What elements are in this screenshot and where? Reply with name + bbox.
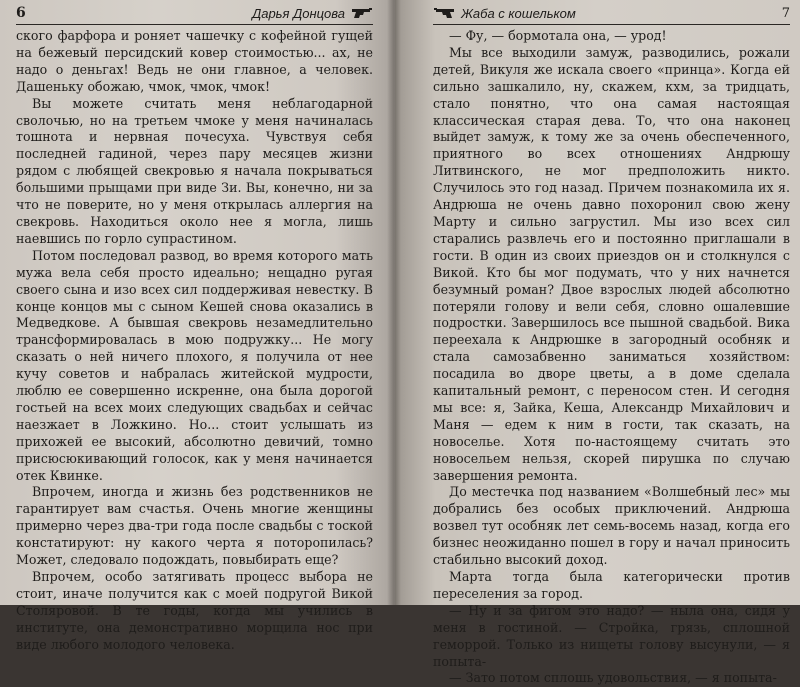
left-page bbox=[0, 0, 395, 652]
paragraph: Потом последовал развод, во время которого мать мужа вела себя просто идеально; нещадно ругая своего сына и изо всех сил поддерживая невестку. В конце концов мы с сыном Кешей снова оказались в Медведкове. А бывшая свекровь незамедлительно трансформировалась в мою подружку... Не могу сказать о ней ничего плохого, я получила от нее кучу советов и набралась житейской мудрости, люблю ее совершенно искренне, она была дорогой гостьей на всех моих следующих свадьбах и сейчас наезжает в Ложкино. Но... стоит услышать из прихожей ее высокий, абсолютно девичий, томно присюсюкивающий голосок, как у меня начинается отек Квинке. bbox=[16, 247, 373, 483]
paragraph: Мы все выходили замуж, разводились, рожали детей, Викуля же искала своего «принца». Когда ей сильно зашкалило, ну, скажем, кхм, за тридцать, стало понятно, что она самая настоящая классическая старая дева. То, что она наконец выйдет замуж, к тому же за очень обеспеченного, приятного во всех отношениях Андрюшу Литвинского, не мог предположить никто. Случилось это год назад. Причем познакомила их я. Андрюша не очень давно похоронил свою жену Марту и сильно загрустил. Мы изо всех сил старались развлечь его и постоянно приглашали в гости. В один из своих приездов он и столкнулся с Викой. Кто бы мог подумать, что у них начнется безумный роман? Двое взрослых людей абсолютно потеряли голову и вели себя, словно ошалевшие подростки. Завершилось все пышной свадьбой. Вика переехала к Андрюшке в загородный особняк и стала самозабвенно заниматься хозяйством: посадила во дворе цветы, а в доме сделала капитальный ремонт, с переносом стен. И сегодня мы все: я, Зайка, Кеша, Александр Михайлович и Маня — едем к ним в гости, так сказать, на новоселье. Хотя по-настоящему считать это новосельем нельзя, скорей пирушка по случаю завершения ремонта. bbox=[433, 44, 790, 483]
paragraph: Марта тогда была категорически против переселения за город. bbox=[433, 569, 790, 601]
right-page-header bbox=[433, 2, 790, 25]
left-page-number: 6 bbox=[16, 5, 26, 21]
left-page-header bbox=[16, 2, 373, 25]
paragraph: Впрочем, иногда и жизнь без родственников не гарантирует вам счастья. Очень многие женщины примерно через два-три года после свадьбы с тоской констатируют: ну какого черта я поторопилась? Может, следовало подождать, повыбирать еще? bbox=[16, 484, 373, 568]
paragraph: Впрочем, особо затягивать процесс выбора не стоит, иначе получится как с моей подругой Викой Столяровой. В те годы, когда мы учились в институте, она демонстративно морщила нос при виде любого молодого человека. bbox=[16, 569, 373, 652]
left-running-head-title: Дарья Донцова bbox=[252, 5, 345, 21]
right-page-number: 7 bbox=[781, 5, 790, 21]
right-running-head bbox=[433, 6, 576, 21]
paragraph: ского фарфора и роняет чашечку с кофейной гущей на бежевый персидский ковер стоимостью... ах, не надо о деньгах! Ведь не они главное, а человек. Дашеньку обожаю, чмок, чмок, чмок! bbox=[16, 28, 373, 94]
pistol-icon bbox=[433, 7, 455, 19]
paragraph: — Фу, — бормотала она, — урод! bbox=[449, 28, 667, 43]
paragraph: До местечка под названием «Волшебный лес» мы добрались без особых приключений. Андрюша возвел тут особняк лет семь-восемь назад, когда его бизнес неожиданно пошел в гору и начал приносить стабильно высокий доход. bbox=[433, 484, 790, 568]
left-running-head bbox=[252, 6, 373, 21]
paragraph: — Зато потом сплошь удовольствия, — я попыта- bbox=[449, 670, 777, 686]
paragraph: — Ну и за фигом это надо? — ныла она, сидя у меня в гостиной. — Стройка, грязь, сплошной геморрой. Только из нищеты голову высунули, — я попыта- bbox=[433, 602, 790, 669]
left-page-body bbox=[16, 28, 373, 654]
pistol-icon bbox=[351, 7, 373, 19]
right-page bbox=[395, 0, 800, 686]
right-page-body bbox=[433, 28, 790, 687]
paragraph: Вы можете считать меня неблагодарной сволочью, но на третьем чмоке у меня начиналась тошнота и нервная почесуха. Чувствуя себя последней гадиной, через пару месяцев жизни рядом с любящей свекровью я начала покрываться большими прыщами при виде Зи. Вы, конечно, ни за что не поверите, но у меня открылась аллергия на свекровь. Находиться около нее я могла, лишь наевшись по горло супрастином. bbox=[16, 95, 373, 246]
right-running-head-title: Жаба с кошельком bbox=[461, 5, 576, 21]
